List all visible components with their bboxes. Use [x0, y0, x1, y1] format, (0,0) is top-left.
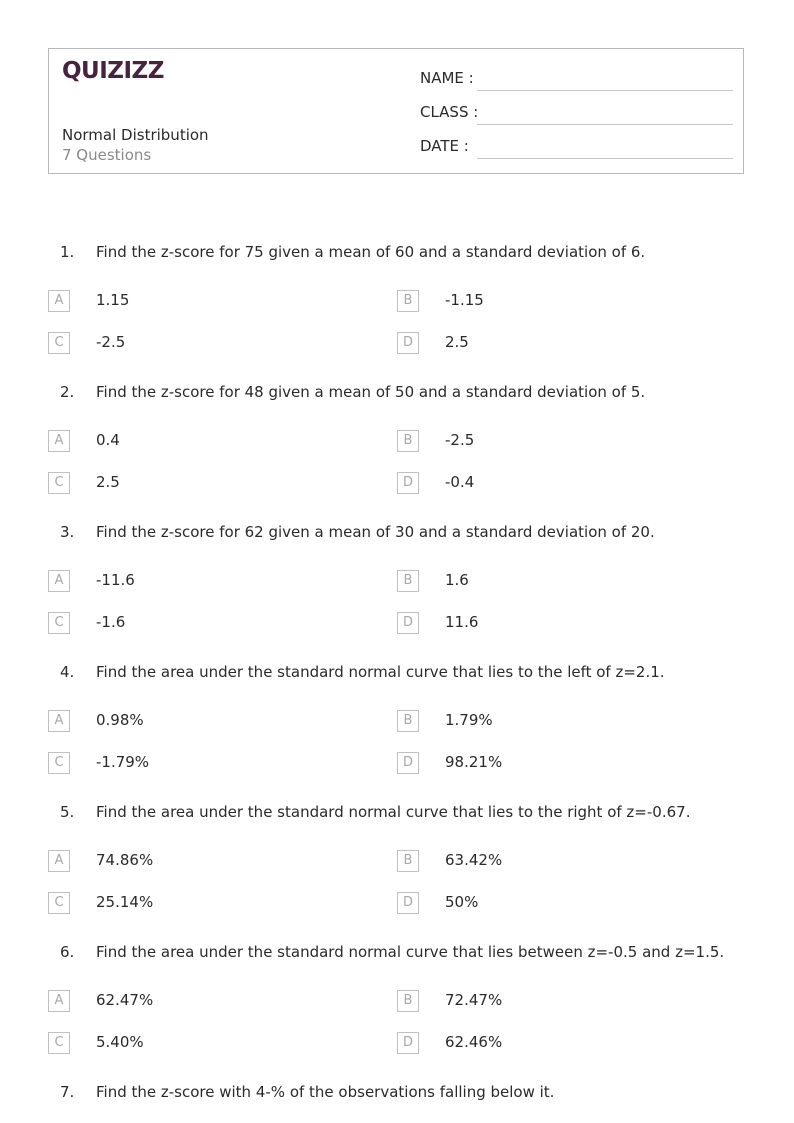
option-text: 98.21%: [445, 753, 503, 771]
option-d[interactable]: [397, 892, 697, 916]
class-label: CLASS :: [420, 103, 479, 121]
option-text: 63.42%: [445, 851, 503, 869]
option-b[interactable]: [397, 710, 697, 734]
option-text: 72.47%: [445, 991, 503, 1009]
option-text: 1.15: [96, 291, 130, 309]
option-letter-box: B: [397, 430, 419, 452]
class-line[interactable]: [477, 124, 733, 125]
option-text: 25.14%: [96, 893, 154, 911]
question-number: 4.: [60, 663, 75, 681]
question-2: [0, 383, 794, 523]
option-d[interactable]: [397, 1032, 697, 1056]
question-text: Find the z-score for 48 given a mean of 50 and a standard deviation of 5.: [96, 383, 646, 401]
option-letter-box: A: [48, 430, 70, 452]
option-d[interactable]: [397, 612, 697, 636]
option-text: 0.98%: [96, 711, 144, 729]
question-number: 6.: [60, 943, 75, 961]
option-text: 2.5: [96, 473, 120, 491]
option-a[interactable]: [48, 290, 348, 314]
option-c[interactable]: [48, 612, 348, 636]
option-letter-box: C: [48, 1032, 70, 1054]
option-text: 62.47%: [96, 991, 154, 1009]
date-label: DATE :: [420, 137, 469, 155]
question-number: 5.: [60, 803, 75, 821]
option-c[interactable]: [48, 332, 348, 356]
option-letter-box: C: [48, 892, 70, 914]
option-d[interactable]: [397, 752, 697, 776]
option-b[interactable]: [397, 850, 697, 874]
option-letter-box: A: [48, 990, 70, 1012]
question-number: 7.: [60, 1083, 75, 1101]
option-a[interactable]: [48, 710, 348, 734]
option-letter-box: A: [48, 290, 70, 312]
name-label: NAME :: [420, 69, 474, 87]
option-b[interactable]: [397, 430, 697, 454]
option-letter-box: D: [397, 472, 419, 494]
option-letter-box: C: [48, 612, 70, 634]
question-text: Find the z-score for 62 given a mean of 30 and a standard deviation of 20.: [96, 523, 655, 541]
option-text: 0.4: [96, 431, 120, 449]
option-c[interactable]: [48, 472, 348, 496]
option-letter-box: C: [48, 752, 70, 774]
option-text: -1.79%: [96, 753, 150, 771]
option-letter-box: D: [397, 612, 419, 634]
option-a[interactable]: [48, 850, 348, 874]
option-text: 5.40%: [96, 1033, 144, 1051]
option-text: 62.46%: [445, 1033, 503, 1051]
question-text: Find the z-score with 4-% of the observations falling below it.: [96, 1083, 555, 1101]
option-a[interactable]: [48, 570, 348, 594]
question-1: [0, 243, 794, 383]
option-b[interactable]: [397, 290, 697, 314]
option-text: 1.79%: [445, 711, 493, 729]
option-text: 50%: [445, 893, 479, 911]
option-b[interactable]: [397, 990, 697, 1014]
option-c[interactable]: [48, 1032, 348, 1056]
option-text: 1.6: [445, 571, 469, 589]
question-text: Find the area under the standard normal curve that lies to the right of z=-0.67.: [96, 803, 691, 821]
option-letter-box: A: [48, 570, 70, 592]
option-letter-box: D: [397, 752, 419, 774]
option-letter-box: D: [397, 892, 419, 914]
option-text: -1.15: [445, 291, 484, 309]
question-number: 2.: [60, 383, 75, 401]
question-5: [0, 803, 794, 943]
name-line[interactable]: [477, 90, 733, 91]
option-a[interactable]: [48, 430, 348, 454]
question-number: 1.: [60, 243, 75, 261]
option-text: -11.6: [96, 571, 135, 589]
worksheet-header: [48, 48, 744, 174]
option-letter-box: D: [397, 332, 419, 354]
worksheet-title: Normal Distribution: [62, 126, 209, 144]
question-text: Find the z-score for 75 given a mean of 60 and a standard deviation of 6.: [96, 243, 646, 261]
option-letter-box: D: [397, 1032, 419, 1054]
option-letter-box: A: [48, 710, 70, 732]
option-text: 2.5: [445, 333, 469, 351]
option-text: 74.86%: [96, 851, 154, 869]
option-text: -1.6: [96, 613, 126, 631]
option-a[interactable]: [48, 990, 348, 1014]
name-field[interactable]: [420, 69, 733, 89]
question-number: 3.: [60, 523, 75, 541]
question-6: [0, 943, 794, 1083]
question-7: [0, 1083, 794, 1113]
option-letter-box: B: [397, 290, 419, 312]
option-letter-box: C: [48, 332, 70, 354]
question-text: Find the area under the standard normal curve that lies between z=-0.5 and z=1.5.: [96, 943, 725, 961]
question-4: [0, 663, 794, 803]
option-text: -2.5: [445, 431, 475, 449]
option-text: -2.5: [96, 333, 126, 351]
option-letter-box: C: [48, 472, 70, 494]
question-3: [0, 523, 794, 663]
option-letter-box: B: [397, 570, 419, 592]
option-letter-box: B: [397, 850, 419, 872]
option-text: -0.4: [445, 473, 475, 491]
option-d[interactable]: [397, 332, 697, 356]
option-text: 11.6: [445, 613, 479, 631]
quizizz-logo: QUIZIZZ: [62, 58, 164, 84]
class-field[interactable]: [420, 103, 733, 123]
option-letter-box: A: [48, 850, 70, 872]
option-letter-box: B: [397, 990, 419, 1012]
option-d[interactable]: [397, 472, 697, 496]
date-line[interactable]: [477, 158, 733, 159]
option-b[interactable]: [397, 570, 697, 594]
question-text: Find the area under the standard normal curve that lies to the left of z=2.1.: [96, 663, 665, 681]
date-field[interactable]: [420, 137, 733, 157]
option-letter-box: B: [397, 710, 419, 732]
option-c[interactable]: [48, 752, 348, 776]
question-count: 7 Questions: [62, 146, 152, 164]
option-c[interactable]: [48, 892, 348, 916]
